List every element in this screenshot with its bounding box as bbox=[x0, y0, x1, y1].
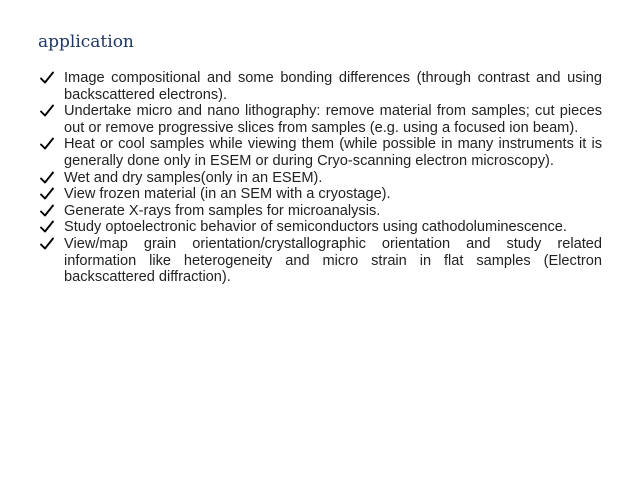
bullet-text: Image compositional and some bonding differences (through contrast and using backscattered electrons). bbox=[64, 70, 602, 103]
bullet-item bbox=[38, 103, 602, 136]
slide-title: application bbox=[38, 32, 134, 52]
bullet-text: View/map grain orientation/crystallographic orientation and study related information like heterogeneity and micro strain in flat samples (Electron backscattered diffraction). bbox=[64, 235, 602, 286]
bullet-text: Generate X-rays from samples for microanalysis. bbox=[64, 202, 381, 219]
check-mark-icon bbox=[39, 170, 55, 186]
check-mark-icon bbox=[39, 236, 55, 252]
check-mark-icon bbox=[39, 219, 55, 235]
bullet-item bbox=[38, 203, 602, 220]
bullet-text: View frozen material (in an SEM with a cryostage). bbox=[64, 186, 391, 203]
bullet-item bbox=[38, 186, 602, 203]
check-mark-icon bbox=[39, 103, 55, 119]
bullet-text: Wet and dry samples(only in an ESEM). bbox=[64, 169, 323, 186]
bullet-item bbox=[38, 136, 602, 169]
bullet-list bbox=[38, 70, 602, 286]
check-mark-icon bbox=[39, 136, 55, 152]
bullet-item bbox=[38, 236, 602, 286]
check-mark-icon bbox=[39, 186, 55, 202]
check-mark-icon bbox=[39, 70, 55, 86]
bullet-item bbox=[38, 219, 602, 236]
bullet-item bbox=[38, 70, 602, 103]
bullet-item bbox=[38, 170, 602, 187]
bullet-text: Undertake micro and nano lithography: remove material from samples; cut pieces out or remove progressive slices from samples (e.g. using a focused ion beam). bbox=[64, 103, 602, 136]
bullet-text: Heat or cool samples while viewing them (while possible in many instruments it is generally done only in ESEM or during Cryo-scanning electron microscopy). bbox=[64, 136, 602, 169]
check-mark-icon bbox=[39, 203, 55, 219]
bullet-text: Study optoelectronic behavior of semiconductors using cathodoluminescence. bbox=[64, 219, 567, 236]
